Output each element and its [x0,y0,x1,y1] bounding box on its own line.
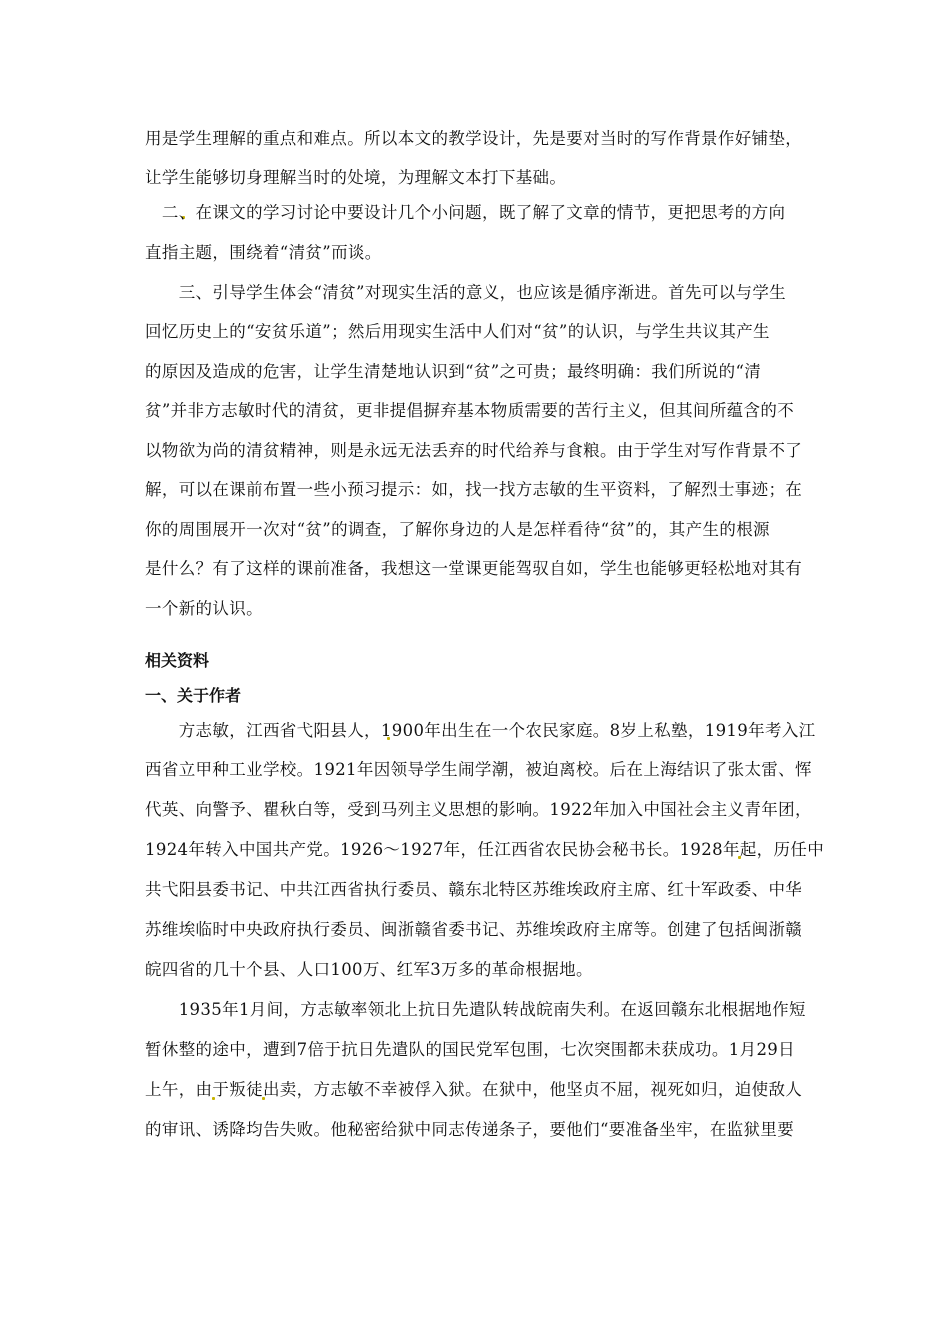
text-line: 暂休整的途中，遭到7倍于抗日先遣队的国民党军包围，七次突围都未获成功。1月29日 [145,1040,795,1059]
text-line: 贫”并非方志敏时代的清贫，更非提倡摒弃基本物质需要的苦行主义，但其间所蕴含的不 [145,401,795,420]
text-line: 方志敏，江西省弋阳县人，1900年出生在一个农民家庭。8岁上私塾，1919年考入江 [145,721,816,740]
text-line: 的审讯、诱降均告失败。他秘密给狱中同志传递条子，要他们“要准备坐牢，在监狱里要 [145,1120,795,1139]
text-line: 让学生能够切身理解当时的处境，为理解文本打下基础。 [145,168,567,187]
section-heading: 相关资料 [145,651,210,670]
text-line: 以物欲为尚的清贫精神，则是永远无法丢弃的时代给养与食粮。由于学生对写作背景不了 [145,441,803,460]
text-line: 皖四省的几十个县、人口100万、红军3万多的革命根据地。 [145,960,593,979]
text-line: 1924年转入中国共产党。1926～1927年，任江西省农民协会秘书长。1928年起，历任中 [145,840,825,859]
text-line: 解，可以在课前布置一些小预习提示：如，找一找方志敏的生平资料，了解烈士事迹；在 [145,480,803,499]
text-line: 苏维埃临时中央政府执行委员、闽浙赣省委书记、苏维埃政府主席等。创建了包括闽浙赣 [145,920,803,939]
subsection-heading: 一、关于作者 [145,686,242,705]
text-line: 用是学生理解的重点和难点。所以本文的教学设计，先是要对当时的写作背景作好铺垫， [145,129,803,148]
text-line: 三、引导学生体会“清贫”对现实生活的意义，也应该是循序渐进。首先可以与学生 [145,283,787,302]
text-line: 一个新的认识。 [145,599,263,618]
text-line: 的原因及造成的危害，让学生清楚地认识到“贫”之可贵；最终明确：我们所说的“清 [145,362,762,381]
text-line: 1935年1月间，方志敏率领北上抗日先遣队转战皖南失利。在返回赣东北根据地作短 [145,1000,806,1019]
text-line: 上午，由于叛徒出卖，方志敏不幸被俘入狱。在狱中，他坚贞不屈，视死如归，迫使敌人 [145,1080,803,1099]
text-line: 西省立甲种工业学校。1921年因领导学生闹学潮，被迫离校。后在上海结识了张太雷、恽 [145,760,812,779]
text-line: 共弋阳县委书记、中共江西省执行委员、赣东北特区苏维埃政府主席、红十军政委、中华 [145,880,803,899]
text-line: 代英、向警予、瞿秋白等，受到马列主义思想的影响。1922年加入中国社会主义青年团， [145,800,812,819]
text-line: 是什么？有了这样的课前准备，我想这一堂课更能驾驭自如，学生也能够更轻松地对其有 [145,559,803,578]
text-line: 回忆历史上的“安贫乐道”；然后用现实生活中人们对“贫”的认识，与学生共议其产生 [145,322,770,341]
text-line: 你的周围展开一次对“贫”的调查，了解你身边的人是怎样看待“贫”的，其产生的根源 [145,520,770,539]
text-line: 二、在课文的学习讨论中要设计几个小问题，既了解了文章的情节，更把思考的方向 [145,203,786,222]
text-line: 直指主题，围绕着“清贫”而谈。 [145,243,382,262]
